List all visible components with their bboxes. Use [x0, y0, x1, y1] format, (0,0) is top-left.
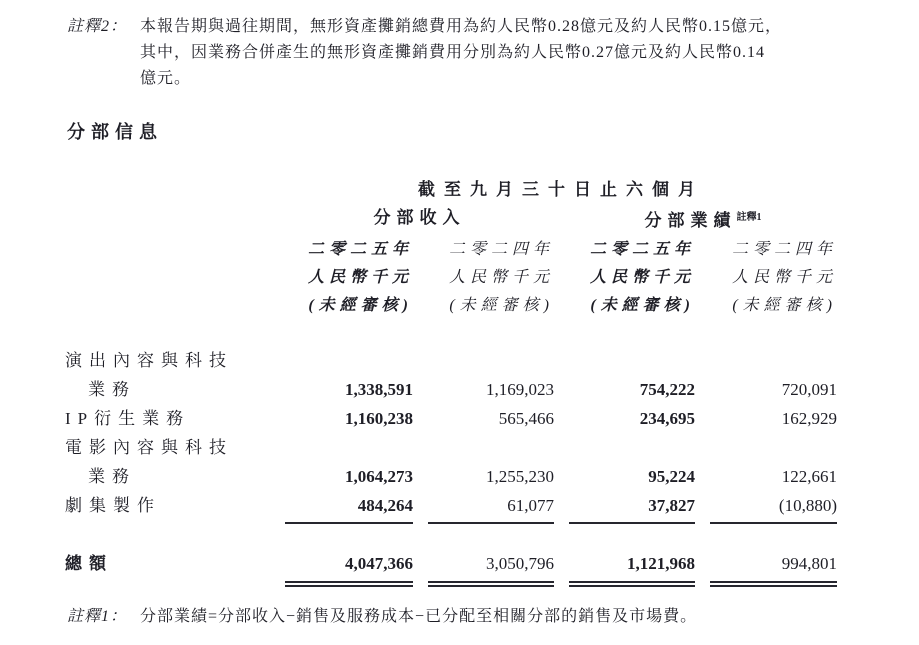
- segment-info-table: [65, 176, 844, 587]
- group-header-segment-results: [569, 204, 837, 236]
- table-row: [65, 375, 844, 404]
- value-cell: (10,880): [710, 491, 837, 524]
- total-value-cell: 4,047,366: [285, 549, 413, 587]
- row-label-drama-production: 劇集製作: [65, 496, 161, 515]
- table-row: [65, 404, 844, 433]
- value-cell: 1,064,273: [345, 467, 413, 486]
- value-cell: 484,264: [285, 491, 413, 524]
- col-audit-2025-revenue: (未經審核): [308, 297, 413, 314]
- table-row: [65, 491, 844, 524]
- col-audit-2024-revenue: (未經審核): [449, 297, 554, 314]
- group-header-segment-revenue: 分部收入: [373, 208, 466, 227]
- total-value-cell: 994,801: [710, 549, 837, 587]
- note-1-label: 註釋1：: [67, 608, 128, 625]
- total-value-cell: 1,121,968: [569, 549, 695, 587]
- value-cell: 122,661: [781, 467, 837, 486]
- group-header-row: [65, 204, 844, 236]
- note-1-body: [140, 604, 887, 630]
- row-label-performance-content-cont: 業務: [88, 380, 136, 399]
- value-cell: 37,827: [569, 491, 695, 524]
- value-cell: 1,169,023: [486, 380, 554, 399]
- note-2-line-3: 億元。: [140, 70, 192, 87]
- section-title: 分部信息: [67, 122, 163, 142]
- value-cell: 1,338,591: [345, 380, 413, 399]
- value-cell: 565,466: [498, 409, 554, 428]
- table-row: [65, 346, 844, 375]
- total-value-cell: 3,050,796: [428, 549, 554, 587]
- period-header: 截至九月三十日止六個月: [418, 180, 704, 199]
- table-row: [65, 433, 844, 462]
- note-1: [67, 604, 887, 630]
- value-cell: 95,224: [648, 467, 695, 486]
- col-year-2025-revenue: 二零二五年: [307, 241, 413, 258]
- col-audit-2025-results: (未經審核): [590, 297, 695, 314]
- col-year-2024-results: 二零二四年: [731, 241, 837, 258]
- row-label-total: 總額: [65, 554, 113, 573]
- col-unit-2024-results: 人民幣千元: [731, 269, 837, 286]
- value-cell: 754,222: [639, 380, 695, 399]
- col-year-2025-results: 二零二五年: [589, 241, 695, 258]
- note-2: [67, 14, 867, 92]
- row-label-ip-derivative: IP衍生業務: [65, 409, 191, 428]
- value-cell: 720,091: [781, 380, 837, 399]
- value-cell: 1,255,230: [486, 467, 554, 486]
- value-cell: 234,695: [639, 409, 695, 428]
- value-cell: 61,077: [428, 491, 554, 524]
- note-2-line-2: 其中，因業務合併產生的無形資產攤銷費用分別為約人民幣0.27億元及約人民幣0.14: [140, 44, 766, 61]
- year-header-row: [65, 236, 844, 264]
- col-audit-2024-results: (未經審核): [732, 297, 837, 314]
- row-label-film-content: 電影內容與科技: [65, 438, 233, 457]
- row-label-film-content-cont: 業務: [88, 467, 136, 486]
- value-cell: 1,160,238: [345, 409, 413, 428]
- note-2-line-1: 本報告期與過往期間，無形資產攤銷總費用為約人民幣0.28億元及約人民幣0.15億元，: [140, 18, 783, 35]
- col-unit-2024-revenue: 人民幣千元: [448, 269, 554, 286]
- group-header-segment-results-label: 分部業績: [644, 211, 737, 230]
- period-header-row: [65, 176, 844, 204]
- note-1-reference: 註釋1: [736, 212, 762, 223]
- value-cell: 162,929: [781, 409, 837, 428]
- table-row: [65, 462, 844, 491]
- col-unit-2025-revenue: 人民幣千元: [307, 269, 413, 286]
- note-2-label: 註釋2：: [67, 18, 128, 35]
- note-2-body: [140, 14, 867, 92]
- audit-header-row: [65, 292, 844, 320]
- total-row: [65, 549, 844, 587]
- col-year-2024-revenue: 二零二四年: [448, 241, 554, 258]
- col-unit-2025-results: 人民幣千元: [589, 269, 695, 286]
- unit-header-row: [65, 264, 844, 292]
- note-1-text: 分部業績=分部收入−銷售及服務成本−已分配至相關分部的銷售及市場費。: [140, 608, 698, 625]
- row-label-performance-content: 演出內容與科技: [65, 351, 233, 370]
